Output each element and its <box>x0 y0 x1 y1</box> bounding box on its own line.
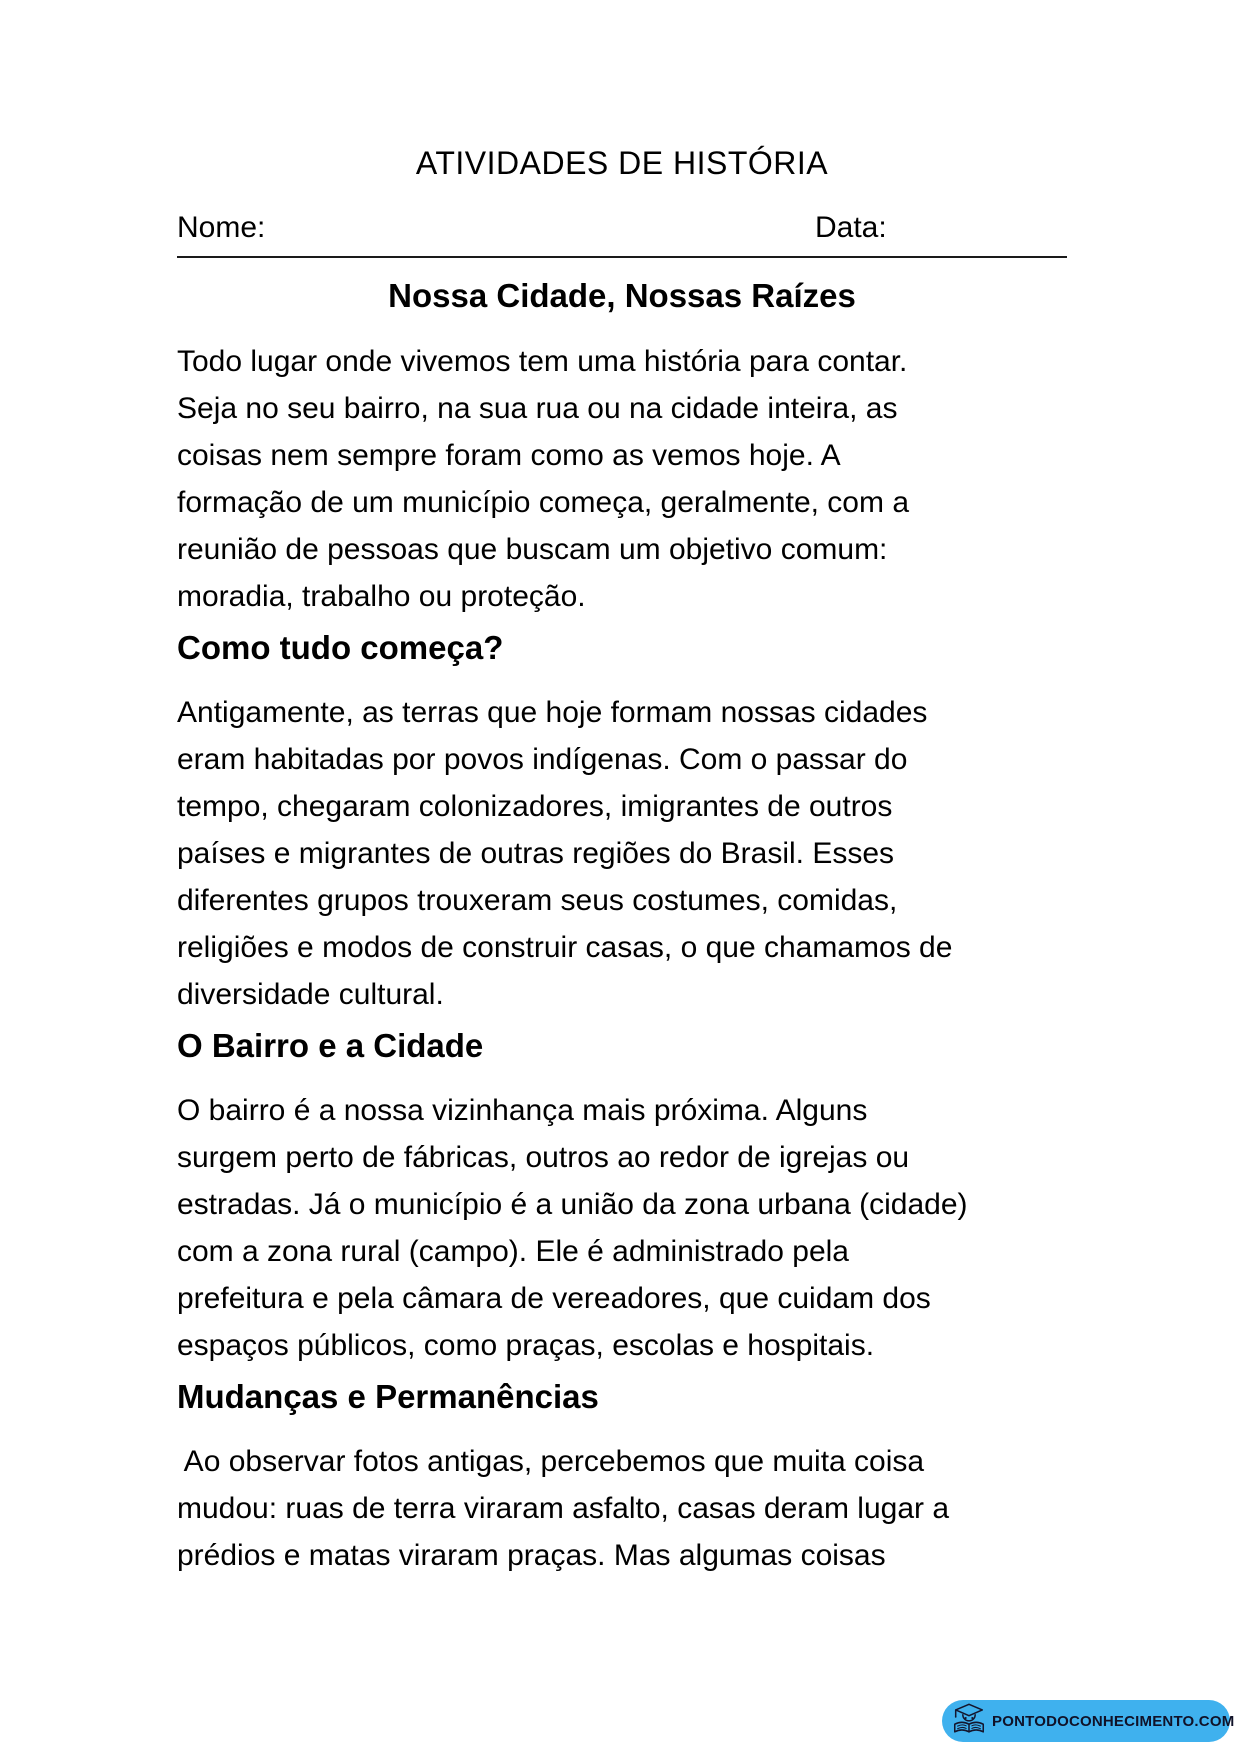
text-line: tempo, chegaram colonizadores, imigrantes de outros <box>177 790 893 823</box>
text-line: Todo lugar onde vivemos tem uma história para contar. <box>177 345 908 378</box>
text-line: prefeitura e pela câmara de vereadores, que cuidam dos <box>177 1282 931 1315</box>
text-line: espaços públicos, como praças, escolas e hospitais. <box>177 1329 875 1362</box>
page-title: ATIVIDADES DE HISTÓRIA <box>415 145 829 181</box>
section-heading-mudancas-e-permanencias: Mudanças e Permanências <box>177 1378 599 1415</box>
date-label: Data: <box>815 211 887 244</box>
header-divider <box>177 256 1067 258</box>
paragraph-o-bairro-e-a-cidade <box>177 1087 1067 1369</box>
graduate-reading-book-icon <box>950 1700 988 1743</box>
paragraph-intro <box>177 338 1067 620</box>
paragraph-mudancas-e-permanencias <box>177 1438 1067 1579</box>
text-line: formação de um município começa, geralmente, com a <box>177 486 909 519</box>
text-line: eram habitadas por povos indígenas. Com o passar do <box>177 743 908 776</box>
text-line: moradia, trabalho ou proteção. <box>177 580 586 613</box>
name-label: Nome: <box>177 211 266 244</box>
section-heading-o-bairro-e-a-cidade: O Bairro e a Cidade <box>177 1027 484 1064</box>
site-badge[interactable] <box>942 1700 1235 1742</box>
section-heading-como-tudo-comeca: Como tudo começa? <box>177 629 504 666</box>
text-line: diferentes grupos trouxeram seus costumes, comidas, <box>177 884 898 917</box>
text-line: coisas nem sempre foram como as vemos hoje. A <box>177 439 841 472</box>
text-line: estradas. Já o município é a união da zona urbana (cidade) <box>177 1188 968 1221</box>
text-line: prédios e matas viraram praças. Mas algumas coisas <box>177 1539 886 1572</box>
document-content <box>177 0 1067 1579</box>
site-badge-label: PONTODOCONHECIMENTO.COM <box>992 1712 1235 1730</box>
text-line: mudou: ruas de terra viraram asfalto, casas deram lugar a <box>177 1492 950 1525</box>
document-subtitle: Nossa Cidade, Nossas Raízes <box>388 277 856 314</box>
text-line: Seja no seu bairro, na sua rua ou na cidade inteira, as <box>177 392 898 425</box>
text-line: com a zona rural (campo). Ele é administrado pela <box>177 1235 849 1268</box>
paragraph-como-tudo-comeca <box>177 689 1067 1018</box>
text-line: Antigamente, as terras que hoje formam nossas cidades <box>177 696 928 729</box>
text-line: surgem perto de fábricas, outros ao redor de igrejas ou <box>177 1141 910 1174</box>
text-line: religiões e modos de construir casas, o que chamamos de <box>177 931 953 964</box>
text-line: O bairro é a nossa vizinhança mais próxima. Alguns <box>177 1094 868 1127</box>
text-line: diversidade cultural. <box>177 978 444 1011</box>
text-line: países e migrantes de outras regiões do Brasil. Esses <box>177 837 895 870</box>
text-line: reunião de pessoas que buscam um objetivo comum: <box>177 533 888 566</box>
text-line: Ao observar fotos antigas, percebemos que muita coisa <box>177 1445 925 1478</box>
name-date-row <box>177 204 1067 251</box>
